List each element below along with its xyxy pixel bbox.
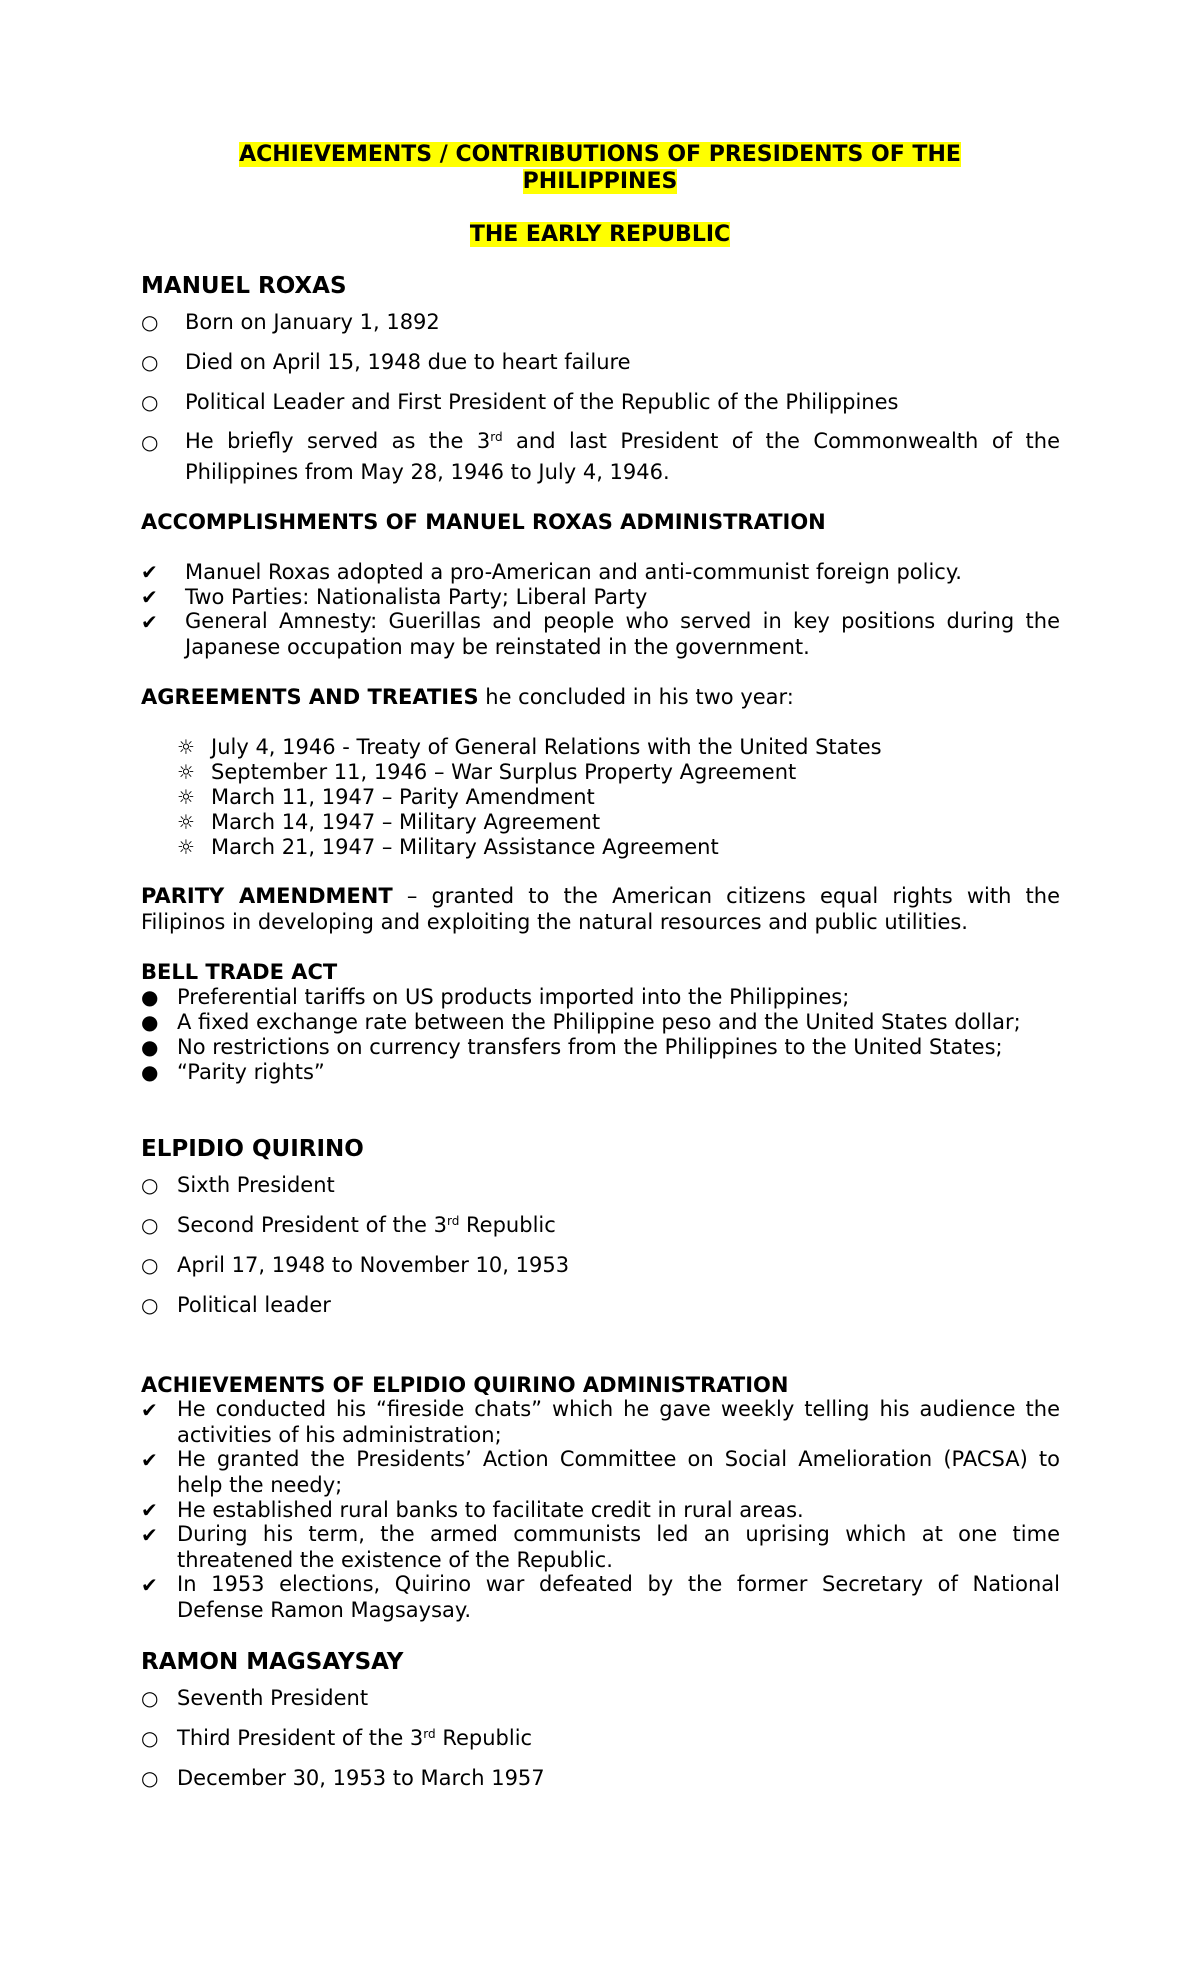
treaty-item: March 21, 1947 – Military Assistance Agreement: [211, 835, 719, 859]
quirino-achievement-cont: help the needy;: [177, 1473, 343, 1497]
treaty-item: July 4, 1946 - Treaty of General Relations with the United States: [211, 735, 882, 759]
quirino-fact: April 17, 1948 to November 10, 1953: [177, 1253, 570, 1277]
quirino-fact: Second President of the 3rd Republic: [177, 1213, 556, 1237]
treaty-item: March 14, 1947 – Military Agreement: [211, 810, 601, 834]
quirino-achievement: He conducted his “fireside chats” which he gave weekly telling his audience the: [177, 1397, 1060, 1421]
agreements-intro: AGREEMENTS AND TREATIES he concluded in his two year:: [141, 685, 794, 709]
check-icon: ✔: [141, 610, 158, 634]
document-title-line2: PHILIPPINES: [522, 169, 678, 194]
sun-bullet-icon: ☼: [177, 810, 195, 834]
roxas-fact-commonwealth: He briefly served as the 3rd and last President of the Commonwealth of the: [185, 429, 1060, 453]
quirino-fact: Political leader: [177, 1293, 331, 1317]
check-icon: ✔: [141, 1573, 158, 1597]
sun-bullet-icon: ☼: [177, 785, 195, 809]
magsaysay-fact: Third President of the 3rd Republic: [177, 1726, 533, 1750]
roxas-fact-commonwealth-cont: Philippines from May 28, 1946 to July 4, 1946.: [185, 460, 670, 484]
parity-amendment-paragraph-cont: Filipinos in developing and exploiting the natural resources and public utilities.: [141, 910, 968, 934]
parity-amendment-paragraph: PARITY AMENDMENT – granted to the American citizens equal rights with the: [141, 884, 1060, 908]
magsaysay-fact: Seventh President: [177, 1686, 369, 1710]
check-icon: ✔: [141, 1448, 158, 1472]
dot-bullet-icon: ●: [141, 1060, 159, 1084]
quirino-fact: Sixth President: [177, 1173, 335, 1197]
circle-bullet-icon: ○: [141, 1766, 159, 1790]
roxas-fact: Died on April 15, 1948 due to heart failure: [185, 350, 631, 374]
bell-trade-act-heading: BELL TRADE ACT: [141, 960, 338, 984]
quirino-achievement: He established rural banks to facilitate credit in rural areas.: [177, 1498, 804, 1522]
dot-bullet-icon: ●: [141, 1010, 159, 1034]
check-icon: ✔: [141, 560, 158, 584]
dot-bullet-icon: ●: [141, 985, 159, 1009]
check-icon: ✔: [141, 585, 158, 609]
quirino-achievement: During his term, the armed communists led an uprising which at one time: [177, 1522, 1060, 1546]
check-icon: ✔: [141, 1398, 158, 1422]
quirino-achievement: In 1953 elections, Quirino war defeated by the former Secretary of National: [177, 1572, 1060, 1596]
roxas-accomplishments-heading: ACCOMPLISHMENTS OF MANUEL ROXAS ADMINISTRATION: [141, 510, 826, 534]
quirino-achievement-cont: activities of his administration;: [177, 1423, 502, 1447]
bell-trade-item: No restrictions on currency transfers from the Philippines to the United States;: [177, 1035, 1003, 1059]
roxas-accomplishment: General Amnesty: Guerillas and people who served in key positions during the: [185, 609, 1060, 633]
sun-bullet-icon: ☼: [177, 835, 195, 859]
circle-bullet-icon: ○: [141, 430, 159, 454]
circle-bullet-icon: ○: [141, 350, 159, 374]
quirino-achievement: He granted the Presidents’ Action Committee on Social Amelioration (PACSA) to: [177, 1447, 1060, 1471]
document-subtitle: THE EARLY REPUBLIC: [469, 222, 731, 247]
circle-bullet-icon: ○: [141, 390, 159, 414]
bell-trade-item: Preferential tariffs on US products imported into the Philippines;: [177, 985, 850, 1009]
circle-bullet-icon: ○: [141, 1253, 159, 1277]
quirino-achievement-cont: Defense Ramon Magsaysay.: [177, 1598, 472, 1622]
quirino-heading: ELPIDIO QUIRINO: [141, 1136, 364, 1162]
roxas-accomplishment-cont: Japanese occupation may be reinstated in the government.: [185, 635, 810, 659]
circle-bullet-icon: ○: [141, 1726, 159, 1750]
circle-bullet-icon: ○: [141, 310, 159, 334]
roxas-fact: Born on January 1, 1892: [185, 310, 440, 334]
document-title-line1: ACHIEVEMENTS / CONTRIBUTIONS OF PRESIDENTS OF THE: [239, 142, 961, 167]
sun-bullet-icon: ☼: [177, 760, 195, 784]
quirino-achievement-cont: threatened the existence of the Republic.: [177, 1548, 613, 1572]
roxas-accomplishment: Manuel Roxas adopted a pro-American and anti-communist foreign policy.: [185, 560, 962, 584]
bell-trade-item: “Parity rights”: [177, 1060, 325, 1084]
sun-bullet-icon: ☼: [177, 735, 195, 759]
check-icon: ✔: [141, 1523, 158, 1547]
roxas-heading: MANUEL ROXAS: [141, 273, 347, 299]
roxas-accomplishment: Two Parties: Nationalista Party; Liberal Party: [185, 585, 648, 609]
magsaysay-heading: RAMON MAGSAYSAY: [141, 1649, 404, 1675]
treaty-item: September 11, 1946 – War Surplus Property Agreement: [211, 760, 797, 784]
quirino-achievements-heading: ACHIEVEMENTS OF ELPIDIO QUIRINO ADMINISTRATION: [141, 1373, 789, 1397]
circle-bullet-icon: ○: [141, 1213, 159, 1237]
dot-bullet-icon: ●: [141, 1035, 159, 1059]
treaty-item: March 11, 1947 – Parity Amendment: [211, 785, 595, 809]
circle-bullet-icon: ○: [141, 1293, 159, 1317]
check-icon: ✔: [141, 1498, 158, 1522]
magsaysay-fact: December 30, 1953 to March 1957: [177, 1766, 545, 1790]
circle-bullet-icon: ○: [141, 1686, 159, 1710]
roxas-fact: Political Leader and First President of the Republic of the Philippines: [185, 390, 899, 414]
circle-bullet-icon: ○: [141, 1173, 159, 1197]
bell-trade-item: A fixed exchange rate between the Philippine peso and the United States dollar;: [177, 1010, 1021, 1034]
